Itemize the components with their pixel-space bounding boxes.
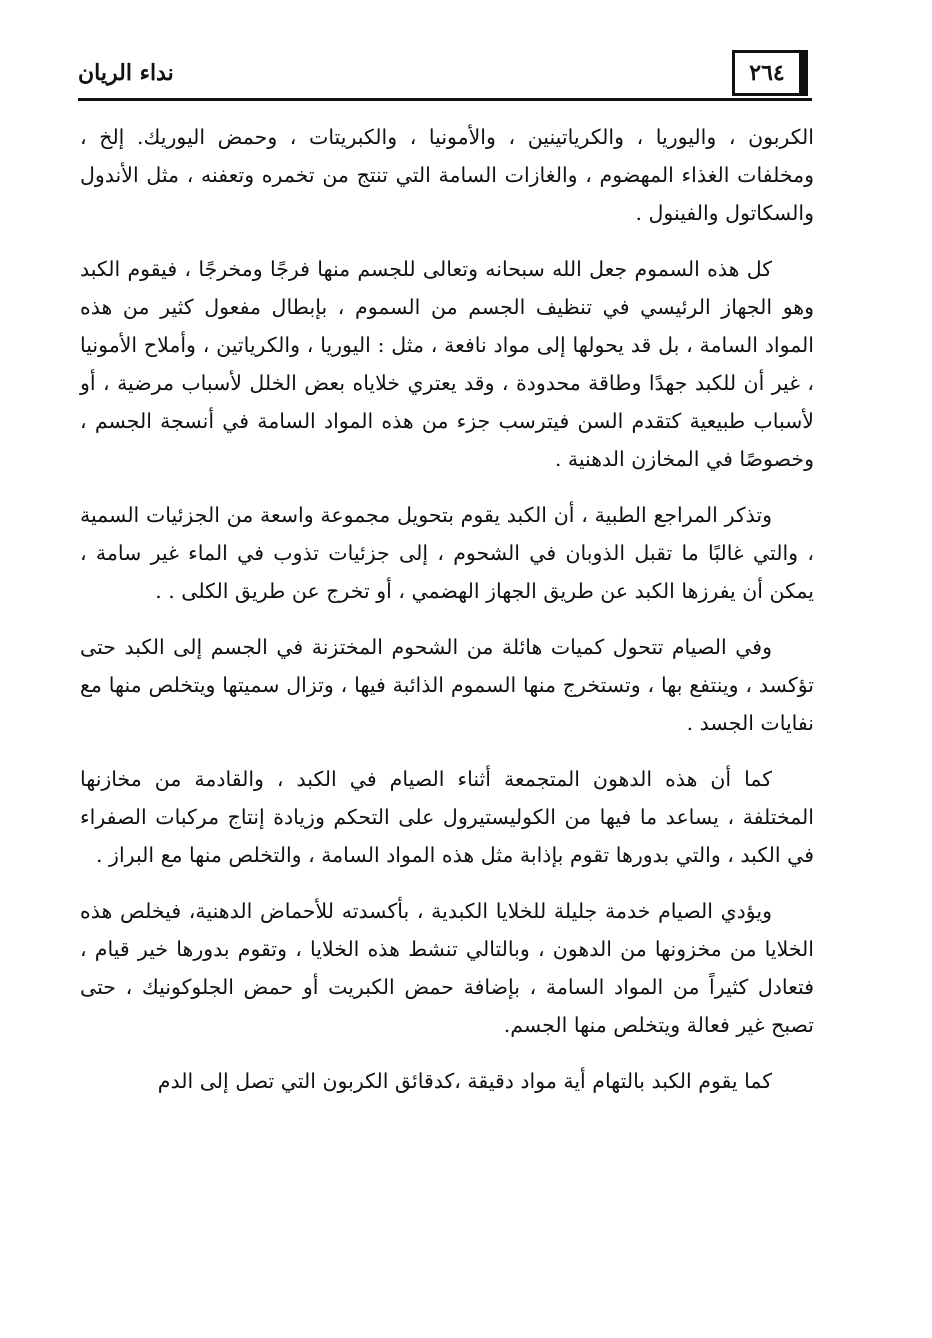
paragraph-6: ويؤدي الصيام خدمة جليلة للخلايا الكبدية ، بأكسدته للأحماض الدهنية، فيخلص هذه الخلايا من مخزونها من الدهون ، وبالتالي تنشط هذه الخلايا ، وتقوم بدورها خير قيام ، فتعادل كثيراً من المواد السامة ، بإضافة حمض الكبريت أو حمض الجلوكونيك ، حتى تصبح غير فعالة ويتخلص منها الجسم. [80,899,814,1037]
page-number: ٢٦٤ [732,50,802,96]
paragraph-1: الكربون ، واليوريا ، والكرياتينين ، والأمونيا ، والكبريتات ، وحمض اليوريك. إلخ ، ومخلفات الغذاء المهضوم ، والغازات السامة التي تنتج من تخمره وتعفنه ، مثل الأندول والسكاتول والفينول . [80,125,814,225]
paragraph-7: كما يقوم الكبد بالتهام أية مواد دقيقة ،كدقائق الكربون التي تصل إلى الدم [157,1069,772,1093]
paragraph-5: كما أن هذه الدهون المتجمعة أثناء الصيام في الكبد ، والقادمة من مخازنها المختلفة ، يساعد ما فيها من الكوليستيرول على التحكم وزيادة إنتاج مركبات الصفراء في الكبد ، والتي بدورها تقوم بإذابة مثل هذه المواد السامة ، والتخلص منها مع البراز . [80,767,814,867]
main-text [80,118,814,1100]
header-divider [78,98,812,101]
page-header [78,46,812,104]
running-title: نداء الريان [78,60,174,86]
paragraph-3: وتذكر المراجع الطبية ، أن الكبد يقوم بتحويل مجموعة واسعة من الجزئيات السمية ، والتي غالبًا ما تقبل الذوبان في الشحوم ، إلى جزئيات تذوب في الماء غير سامة ، يمكن أن يفرزها الكبد عن طريق الجهاز الهضمي ، أو تخرج عن طريق الكلى . . [80,503,814,603]
paragraph-4: وفي الصيام تتحول كميات هائلة من الشحوم المختزنة في الجسم إلى الكبد حتى تؤكسد ، وينتفع بها ، وتستخرج منها السموم الذائبة فيها ، وتزال سميتها ويتخلص منها مع نفايات الجسد . [80,635,814,735]
paragraph-2: كل هذه السموم جعل الله سبحانه وتعالى للجسم منها فرجًا ومخرجًا ، فيقوم الكبد وهو الجهاز الرئيسي في تنظيف الجسم من السموم ، بإبطال مفعول كثير من هذه المواد السامة ، بل قد يحولها إلى مواد نافعة ، مثل : اليوريا ، والكرياتين ، وأملاح الأمونيا ، غير أن للكبد جهدًا وطاقة محدودة ، وقد يعتري خلاياه بعض الخلل لأسباب مرضية ، أو لأسباب طبيعية كتقدم السن فيترسب جزء من هذه المواد السامة في أنسجة الجسم ، وخصوصًا في المخازن الدهنية . [80,257,814,471]
